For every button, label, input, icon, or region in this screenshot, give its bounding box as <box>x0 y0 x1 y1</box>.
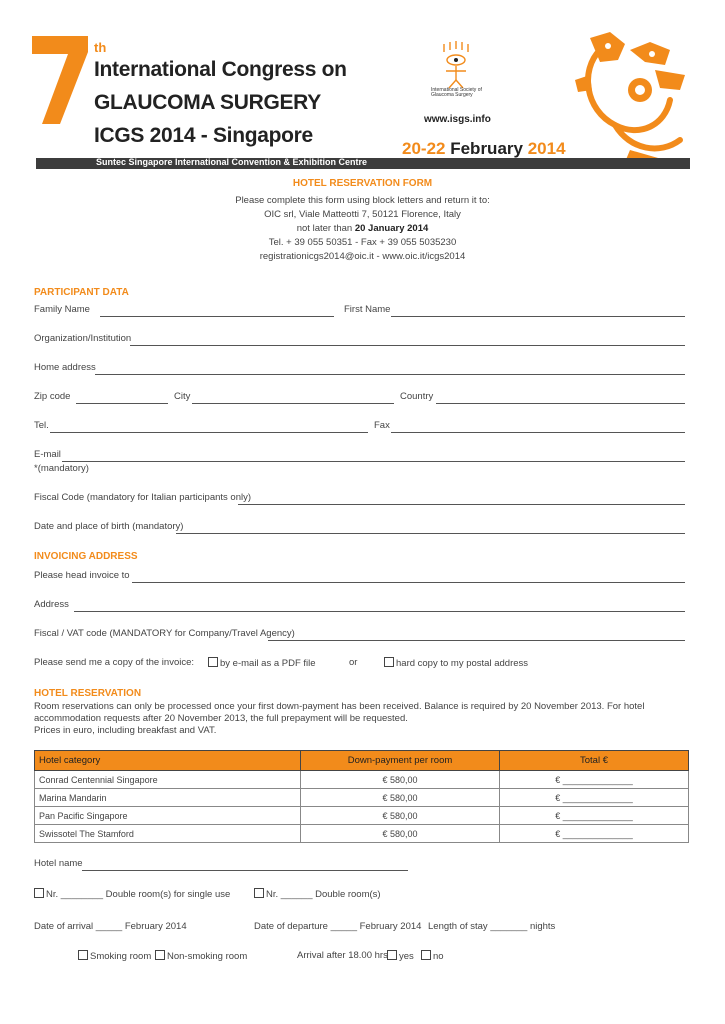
hotel-name-field[interactable] <box>82 870 408 871</box>
yes-checkbox[interactable] <box>387 950 397 960</box>
organization-label: Organization/Institution <box>34 333 132 344</box>
tel-field[interactable] <box>50 432 368 433</box>
participant-heading: PARTICIPANT DATA <box>34 287 129 298</box>
fax-field[interactable] <box>391 432 685 433</box>
hotel-name-cell: Conrad Centennial Singapore <box>35 771 301 789</box>
deposit-cell: € 580,00 <box>301 825 500 843</box>
deadline-date: 20 January 2014 <box>354 223 429 234</box>
tel-label: Tel. <box>34 420 49 431</box>
fiscal-code-field[interactable] <box>238 504 685 505</box>
form-title: HOTEL RESERVATION FORM <box>292 178 433 189</box>
single-use-label: Nr. ________ Double room(s) for single use <box>46 889 231 900</box>
head-invoice-field[interactable] <box>132 582 685 583</box>
congress-title-line2: GLAUCOMA SURGERY <box>94 91 321 114</box>
first-name-label: First Name <box>344 304 391 315</box>
hard-copy-checkbox[interactable] <box>384 657 394 667</box>
late-arrival-yes[interactable] <box>387 950 414 962</box>
fiscal-code-label: Fiscal Code (mandatory for Italian participants only) <box>34 492 252 503</box>
total-cell[interactable]: € ______________ <box>500 771 689 789</box>
merlion-dragon-illustration <box>570 30 695 168</box>
society-url[interactable]: www.isgs.info <box>424 114 491 125</box>
hotel-table-header <box>35 751 689 771</box>
deposit-cell: € 580,00 <box>301 807 500 825</box>
non-smoking-label: Non-smoking room <box>167 951 248 962</box>
hotel-name-cell: Swissotel The Stamford <box>35 825 301 843</box>
organization-field[interactable] <box>130 345 685 346</box>
deposit-cell: € 580,00 <box>301 771 500 789</box>
departure-date[interactable]: Date of departure _____ February 2014 <box>254 921 422 932</box>
no-checkbox[interactable] <box>421 950 431 960</box>
pdf-option-label: by e-mail as a PDF file <box>220 658 316 669</box>
seven-logo <box>30 28 90 128</box>
table-row[interactable] <box>35 825 689 843</box>
venue-banner <box>36 158 690 169</box>
table-row[interactable] <box>35 807 689 825</box>
table-row[interactable] <box>35 771 689 789</box>
reservation-heading: HOTEL RESERVATION <box>34 688 142 699</box>
late-arrival-label: Arrival after 18.00 hrs <box>297 950 388 961</box>
prices-note: Prices in euro, including breakfast and VAT. <box>34 725 217 736</box>
total-cell[interactable]: € ______________ <box>500 789 689 807</box>
hotel-name-cell: Marina Mandarin <box>35 789 301 807</box>
col-down-payment: Down-payment per room <box>301 751 500 771</box>
email-mandatory-note: *(mandatory) <box>34 463 89 474</box>
head-invoice-label: Please head invoice to <box>34 570 130 581</box>
instruction-line1: Please complete this form using block letters and return it to: <box>235 195 490 206</box>
city-label: City <box>174 391 191 402</box>
hotel-name-cell: Pan Pacific Singapore <box>35 807 301 825</box>
invoice-address-label: Address <box>34 599 69 610</box>
total-cell[interactable]: € ______________ <box>500 807 689 825</box>
reservation-policy: Room reservations can only be processed once your first down-payment has been received. Balance is required by 20 November 2013. For hotel accommodation requests after 20 November 2013, the full prepayment will be requested. <box>34 701 645 724</box>
email-label: E-mail <box>34 449 61 460</box>
smoking-option[interactable] <box>78 950 151 962</box>
or-text: or <box>349 657 358 668</box>
col-total: Total € <box>500 751 689 771</box>
hard-copy-label: hard copy to my postal address <box>396 658 529 669</box>
arrival-date[interactable]: Date of arrival _____ February 2014 <box>34 921 187 932</box>
society-name: International Society of Glaucoma Surgery <box>431 87 482 98</box>
hotel-table <box>34 750 689 843</box>
copy-hard-option[interactable] <box>384 657 528 669</box>
congress-dates <box>402 139 566 159</box>
zip-label: Zip code <box>34 391 71 402</box>
venue-text: Suntec Singapore International Convention & Exhibition Centre <box>96 157 368 167</box>
col-hotel-category: Hotel category <box>35 751 301 771</box>
table-row[interactable] <box>35 789 689 807</box>
congress-title-line3: ICGS 2014 - Singapore <box>94 124 313 147</box>
congress-title-line1: International Congress on <box>94 58 347 81</box>
vat-label: Fiscal / VAT code (MANDATORY for Company/Travel Agency) <box>34 628 295 639</box>
double-room-label: Nr. ______ Double room(s) <box>266 889 381 900</box>
smoking-label: Smoking room <box>90 951 152 962</box>
family-name-field[interactable] <box>100 316 334 317</box>
invoice-copy-label: Please send me a copy of the invoice: <box>34 657 195 668</box>
birth-field[interactable] <box>176 533 685 534</box>
deposit-cell: € 580,00 <box>301 789 500 807</box>
double-room-checkbox[interactable] <box>254 888 264 898</box>
hotel-name-label: Hotel name <box>34 858 83 869</box>
instruction-line3 <box>0 222 725 236</box>
email-field[interactable] <box>62 461 685 462</box>
length-of-stay[interactable]: Length of stay _______ nights <box>428 921 556 932</box>
city-field[interactable] <box>192 403 394 404</box>
first-name-field[interactable] <box>391 316 685 317</box>
family-name-label: Family Name <box>34 304 90 315</box>
invoicing-heading: INVOICING ADDRESS <box>34 551 138 562</box>
no-label: no <box>433 951 444 962</box>
instruction-line2: OIC srl, Viale Matteotti 7, 50121 Florence, Italy <box>264 209 461 220</box>
country-field[interactable] <box>436 403 685 404</box>
birth-label: Date and place of birth (mandatory) <box>34 521 184 532</box>
total-cell[interactable]: € ______________ <box>500 825 689 843</box>
vat-field[interactable] <box>268 640 685 641</box>
non-smoking-option[interactable] <box>155 950 247 962</box>
zip-field[interactable] <box>76 403 168 404</box>
smoking-checkbox[interactable] <box>78 950 88 960</box>
double-room-option[interactable] <box>254 888 381 900</box>
dates-month: February <box>450 139 523 158</box>
instruction-email[interactable]: registrationicgs2014@oic.it - www.oic.it/icgs2014 <box>259 251 466 262</box>
dates-days: 20-22 <box>402 139 446 158</box>
country-label: Country <box>400 391 434 402</box>
single-use-checkbox[interactable] <box>34 888 44 898</box>
late-arrival-no[interactable] <box>421 950 444 962</box>
superscript-th: th <box>94 40 107 55</box>
instruction-phone: Tel. + 39 055 50351 - Fax + 39 055 5035230 <box>268 237 457 248</box>
home-address-label: Home address <box>34 362 96 373</box>
copy-pdf-option[interactable] <box>208 657 316 669</box>
home-address-field[interactable] <box>95 374 685 375</box>
single-use-option[interactable] <box>34 888 230 900</box>
yes-label: yes <box>399 951 414 962</box>
fax-label: Fax <box>374 420 390 431</box>
non-smoking-checkbox[interactable] <box>155 950 165 960</box>
invoice-address-field[interactable] <box>74 611 685 612</box>
pdf-checkbox[interactable] <box>208 657 218 667</box>
dates-year: 2014 <box>527 139 566 158</box>
deadline-prefix: not later than <box>296 223 353 234</box>
